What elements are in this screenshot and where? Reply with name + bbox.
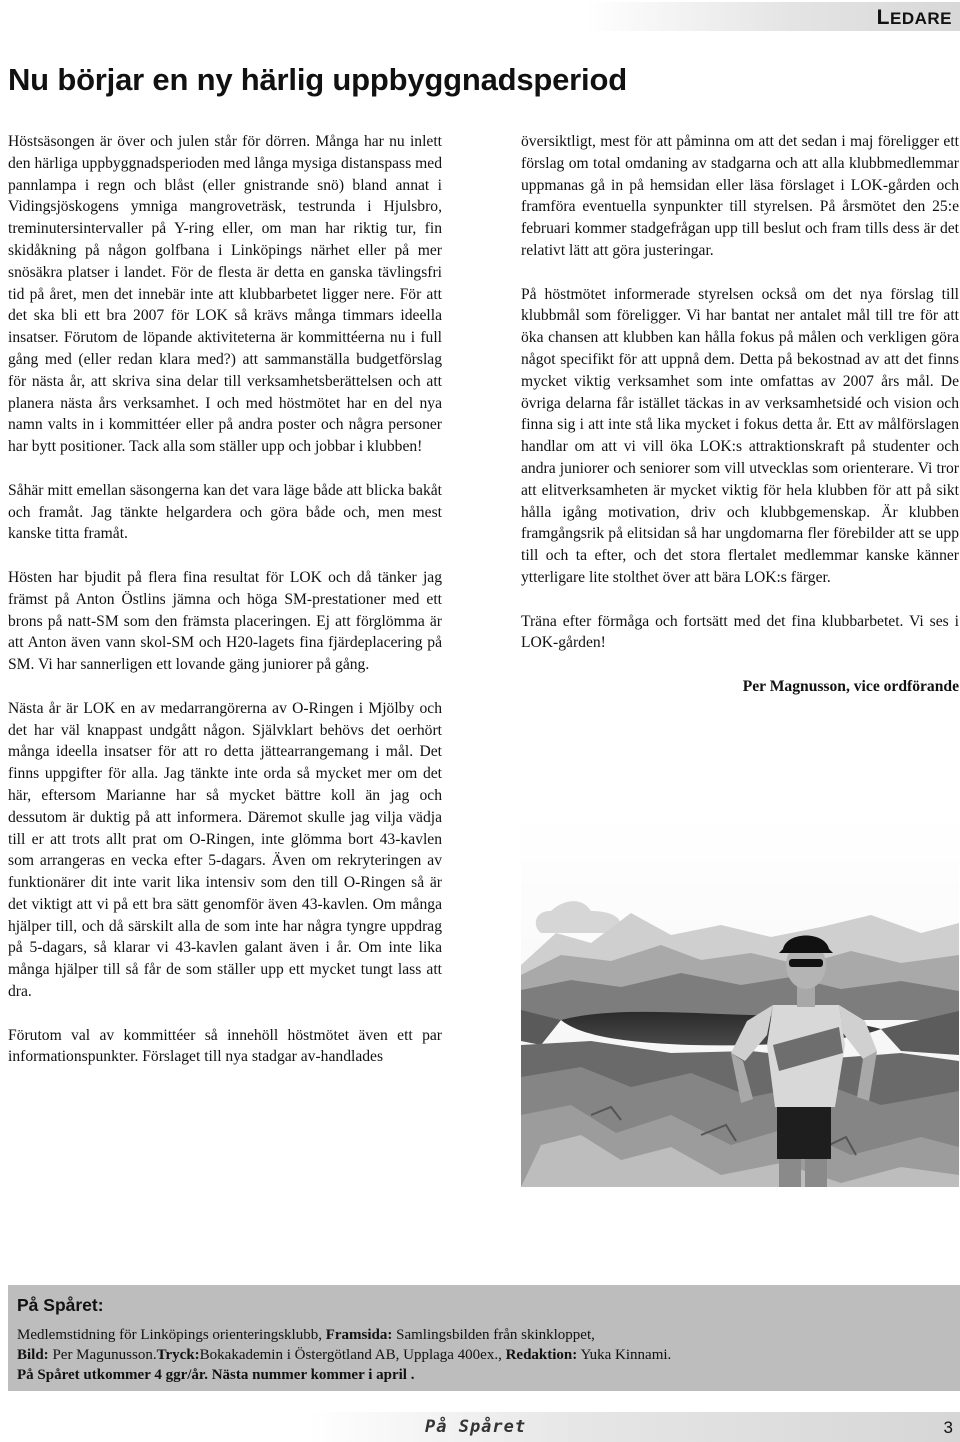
article-paragraph: Nästa år är LOK en av medarrangörerna av O-Ringen i Mjölby och det har väl knappast undgått någon. Självklart behövs det oerhört många ideella insatser för att ro detta jättearrangemang i mål. Det finns uppgifter för alla. Jag tänkte inte orda så mycket mer om det här, eftersom Marianne har så mycket bättre koll än jag och dessutom är duktig på att informera. Däremot skulle jag vilja vädja till er att trots allt prat om O-Ringen, inte glömma bort 43-kavlen som arrangeras en vecka efter 5-dagars. Även om rekryteringen av funktionärer dit inte varit lika intensiv som den till O-Ringen så är det viktigt att vi på ett bra sätt genomför även 43-kavlen. Om många hjälper till, och då särskilt alla de som inte har några tyngre uppdrag på 5-dagars, så klarar vi 43-kavlen galant även i år. Om inte lika många hjälper till så får de som ställer upp ett mycket tungt lass att dra. — [8, 699, 442, 1001]
author-signature: Per Magnusson, vice ordförande — [742, 677, 959, 695]
article-paragraph: Såhär mitt emellan säsongerna kan det vara läge både att blicka bakåt och framåt. Jag tänkte helgardera och göra både och, men mest kanske titta framåt. — [8, 481, 442, 543]
masthead-title: På Spåret: — [17, 1295, 104, 1315]
article-paragraph: Förutom val av kommittéer så innehöll höstmötet även ett par informationspunkter. Förslaget till nya stadgar av-handlades — [8, 1026, 442, 1066]
masthead-photo-label: Bild: — [17, 1347, 49, 1363]
masthead-line-2 — [17, 1347, 671, 1364]
masthead-editor-label: Redaktion: — [505, 1347, 578, 1363]
article-headline: Nu börjar en ny härlig uppbyggnadsperiod — [8, 62, 627, 97]
masthead-info-box — [8, 1285, 960, 1391]
masthead-print-value: Bokakademin i Östergötland AB, Upplaga 400ex., — [199, 1347, 506, 1363]
masthead-editor-value: Yuka Kinnami. — [577, 1347, 672, 1363]
section-label-rest: EDARE — [889, 9, 952, 28]
article-column-right — [521, 131, 959, 720]
masthead-description: Medlemstidning för Linköpings orienteringsklubb, — [17, 1327, 326, 1343]
masthead-line-3: På Spåret utkommer 4 ggr/år. Nästa nummer kommer i april . — [17, 1367, 415, 1383]
section-label-initial: L — [876, 6, 890, 29]
article-paragraph: Träna efter förmåga och fortsätt med det fina klubbarbetet. Vi ses i LOK-gården! — [521, 612, 959, 652]
author-photo — [521, 815, 959, 1187]
article-paragraph: På höstmötet informerade styrelsen också om det nya förslag till klubbmål som föreligger. Vi har bantat ner antalet mål till tre för att öka chansen att klubben kan hålla fokus på målen och verkligen göra något specifikt för att uppnå dem. Detta på bekostnad av att det finns mycket viktig verksamhet som inte omfattas av 2007 års mål. De övriga delarna får istället täckas in av verksamhetsidé och vision och finna sig i att inte stå lika mycket i fokus detta år. Ett av målförslagen handlar om att vi vill öka LOK:s attraktionskraft på studenter och andra juniorer och seniorer som vill utvecklas som orienterare. Vi tror att elitverksamheten är mycket viktig för hela klubben för att på sikt hålla igång motivation, driv och klubbgemenskap. Är klubben framgångsrik på elitsidan så har ungdomarna fler förebilder att se upp till och ta efter, och det stora flertalet medlemmar kanske känner ytterligare lite stolthet över att bära LOK:s färger. — [521, 285, 959, 586]
page-number: 3 — [943, 1418, 953, 1437]
masthead-print-label: Tryck: — [156, 1347, 200, 1363]
article-column-left — [8, 131, 442, 1090]
mountain-landscape-illustration — [521, 815, 959, 1187]
article-paragraph: översiktligt, mest för att påminna om att det sedan i maj föreligger ett förslag om total omdaning av stadgarna och att alla klubbmedlemmar uppmanas gå in på hemsidan eller läsa förslaget i LOK-gården och framföra eventuella synpunkter till styrelsen. På årsmötet den 25:e februari kommer stadgefrågan upp till beslut och fram tills dess är det relativt lätt att göra justeringar. — [521, 133, 959, 259]
section-header-bar — [585, 2, 960, 31]
masthead-photo-value: Per Magunusson. — [48, 1347, 157, 1363]
footer-publication-title: På Spåret — [425, 1417, 527, 1437]
footer-bar — [0, 1412, 960, 1442]
article-paragraph: Hösten har bjudit på flera fina resultat för LOK och då tänker jag främst på Anton Östlins jämna och höga SM-prestationer med ett brons på natt-SM som den främsta placeringen. Ej att förglömma är att Anton även vann skol-SM och H20-lagets fina fjärdeplacering på SM. Vi har sannerligen ett lovande gäng juniorer på gång. — [8, 568, 442, 674]
section-label — [877, 6, 952, 30]
masthead-line-1 — [17, 1327, 595, 1344]
masthead-cover-value: Samlingsbilden från skinkloppet, — [392, 1327, 595, 1343]
article-paragraph: Höstsäsongen är över och julen står för dörren. Många har nu inlett den härliga uppbyggnadsperioden med långa mysiga distanspass med pannlampa i regn och blåst (eller gnistrande snö) bland annat i Vidingsjöskogens ymniga mangroveträsk, testrunda i Hjulsbro, treminutersintervaller på Y-ring eller, om man har riktig tur, fin skidåkning på någon golfbana i Linköpings närhet eller på mer snösäkra platser i landet. För de flesta är detta en ganska tävlingsfri tid på året, men det innebär inte att klubbarbetet ligger nere. För att det ska bli ett bra 2007 för LOK så krävs många timmars ideella insatser. Förutom de löpande aktiviteterna är kommittéerna nu i full gång med (eller redan klara med?) att sammanställa budgetförslag för nästa år, att skriva sina delar till verksamhetsberättelsen och att planera nästa års verksamhet. I och med höstmötet har en del nya namn valts in i kommittéer eller på andra poster och några personer har bytt positioner. Tack alla som ställer upp och jobbar i klubben! — [8, 133, 442, 456]
masthead-cover-label: Framsida: — [325, 1327, 393, 1343]
